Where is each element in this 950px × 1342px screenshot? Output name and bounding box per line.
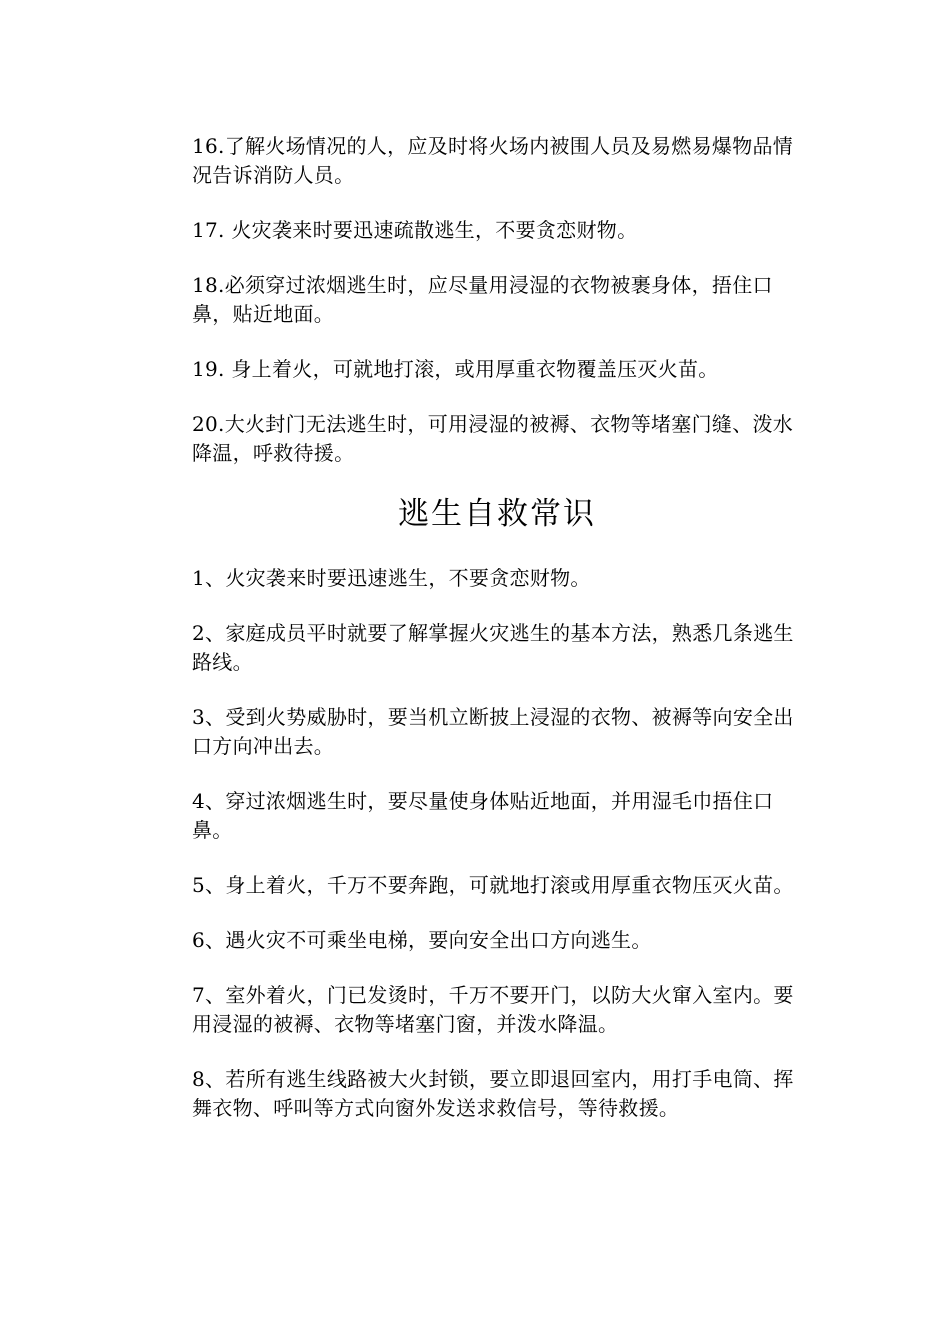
escape-tip-4: 4、穿过浓烟逃生时，要尽量使身体贴近地面，并用湿毛巾捂住口鼻。: [192, 789, 774, 842]
tip-16: 16.了解火场情况的人，应及时将火场内被围人员及易燃易爆物品情况告诉消防人员。: [192, 134, 794, 187]
escape-tip-6: 6、遇火灾不可乘坐电梯，要向安全出口方向逃生。: [192, 928, 652, 952]
escape-tip-5: 5、身上着火，千万不要奔跑，可就地打滚或用厚重衣物压灭火苗。: [192, 873, 794, 897]
escape-tip-3: 3、受到火势威胁时，要当机立断披上浸湿的衣物、被褥等向安全出口方向冲出去。: [192, 705, 794, 758]
tip-17: 17. 火灾袭来时要迅速疏散逃生，不要贪恋财物。: [192, 218, 638, 242]
document-content: [192, 132, 802, 1149]
tip-19: 19. 身上着火，可就地打滚，或用厚重衣物覆盖压灭火苗。: [192, 357, 719, 381]
tip-18: 18.必须穿过浓烟逃生时，应尽量用浸湿的衣物被裹身体，捂住口鼻，贴近地面。: [192, 273, 773, 326]
escape-tip-2: 2、家庭成员平时就要了解掌握火灾逃生的基本方法，熟悉几条逃生路线。: [192, 621, 794, 674]
escape-tip-7: 7、室外着火，门已发烫时，千万不要开门，以防大火窜入室内。要用浸湿的被褥、衣物等堵塞门窗，并泼水降温。: [192, 983, 794, 1036]
section-title: 逃生自救常识: [398, 496, 596, 532]
tip-20: 20.大火封门无法逃生时，可用浸湿的被褥、衣物等堵塞门缝、泼水降温，呼救待援。: [192, 412, 794, 465]
escape-tip-1: 1、火灾袭来时要迅速逃生，不要贪恋财物。: [192, 566, 591, 590]
escape-tip-8: 8、若所有逃生线路被大火封锁，要立即退回室内，用打手电筒、挥舞衣物、呼叫等方式向窗外发送求救信号，等待救援。: [192, 1067, 794, 1120]
